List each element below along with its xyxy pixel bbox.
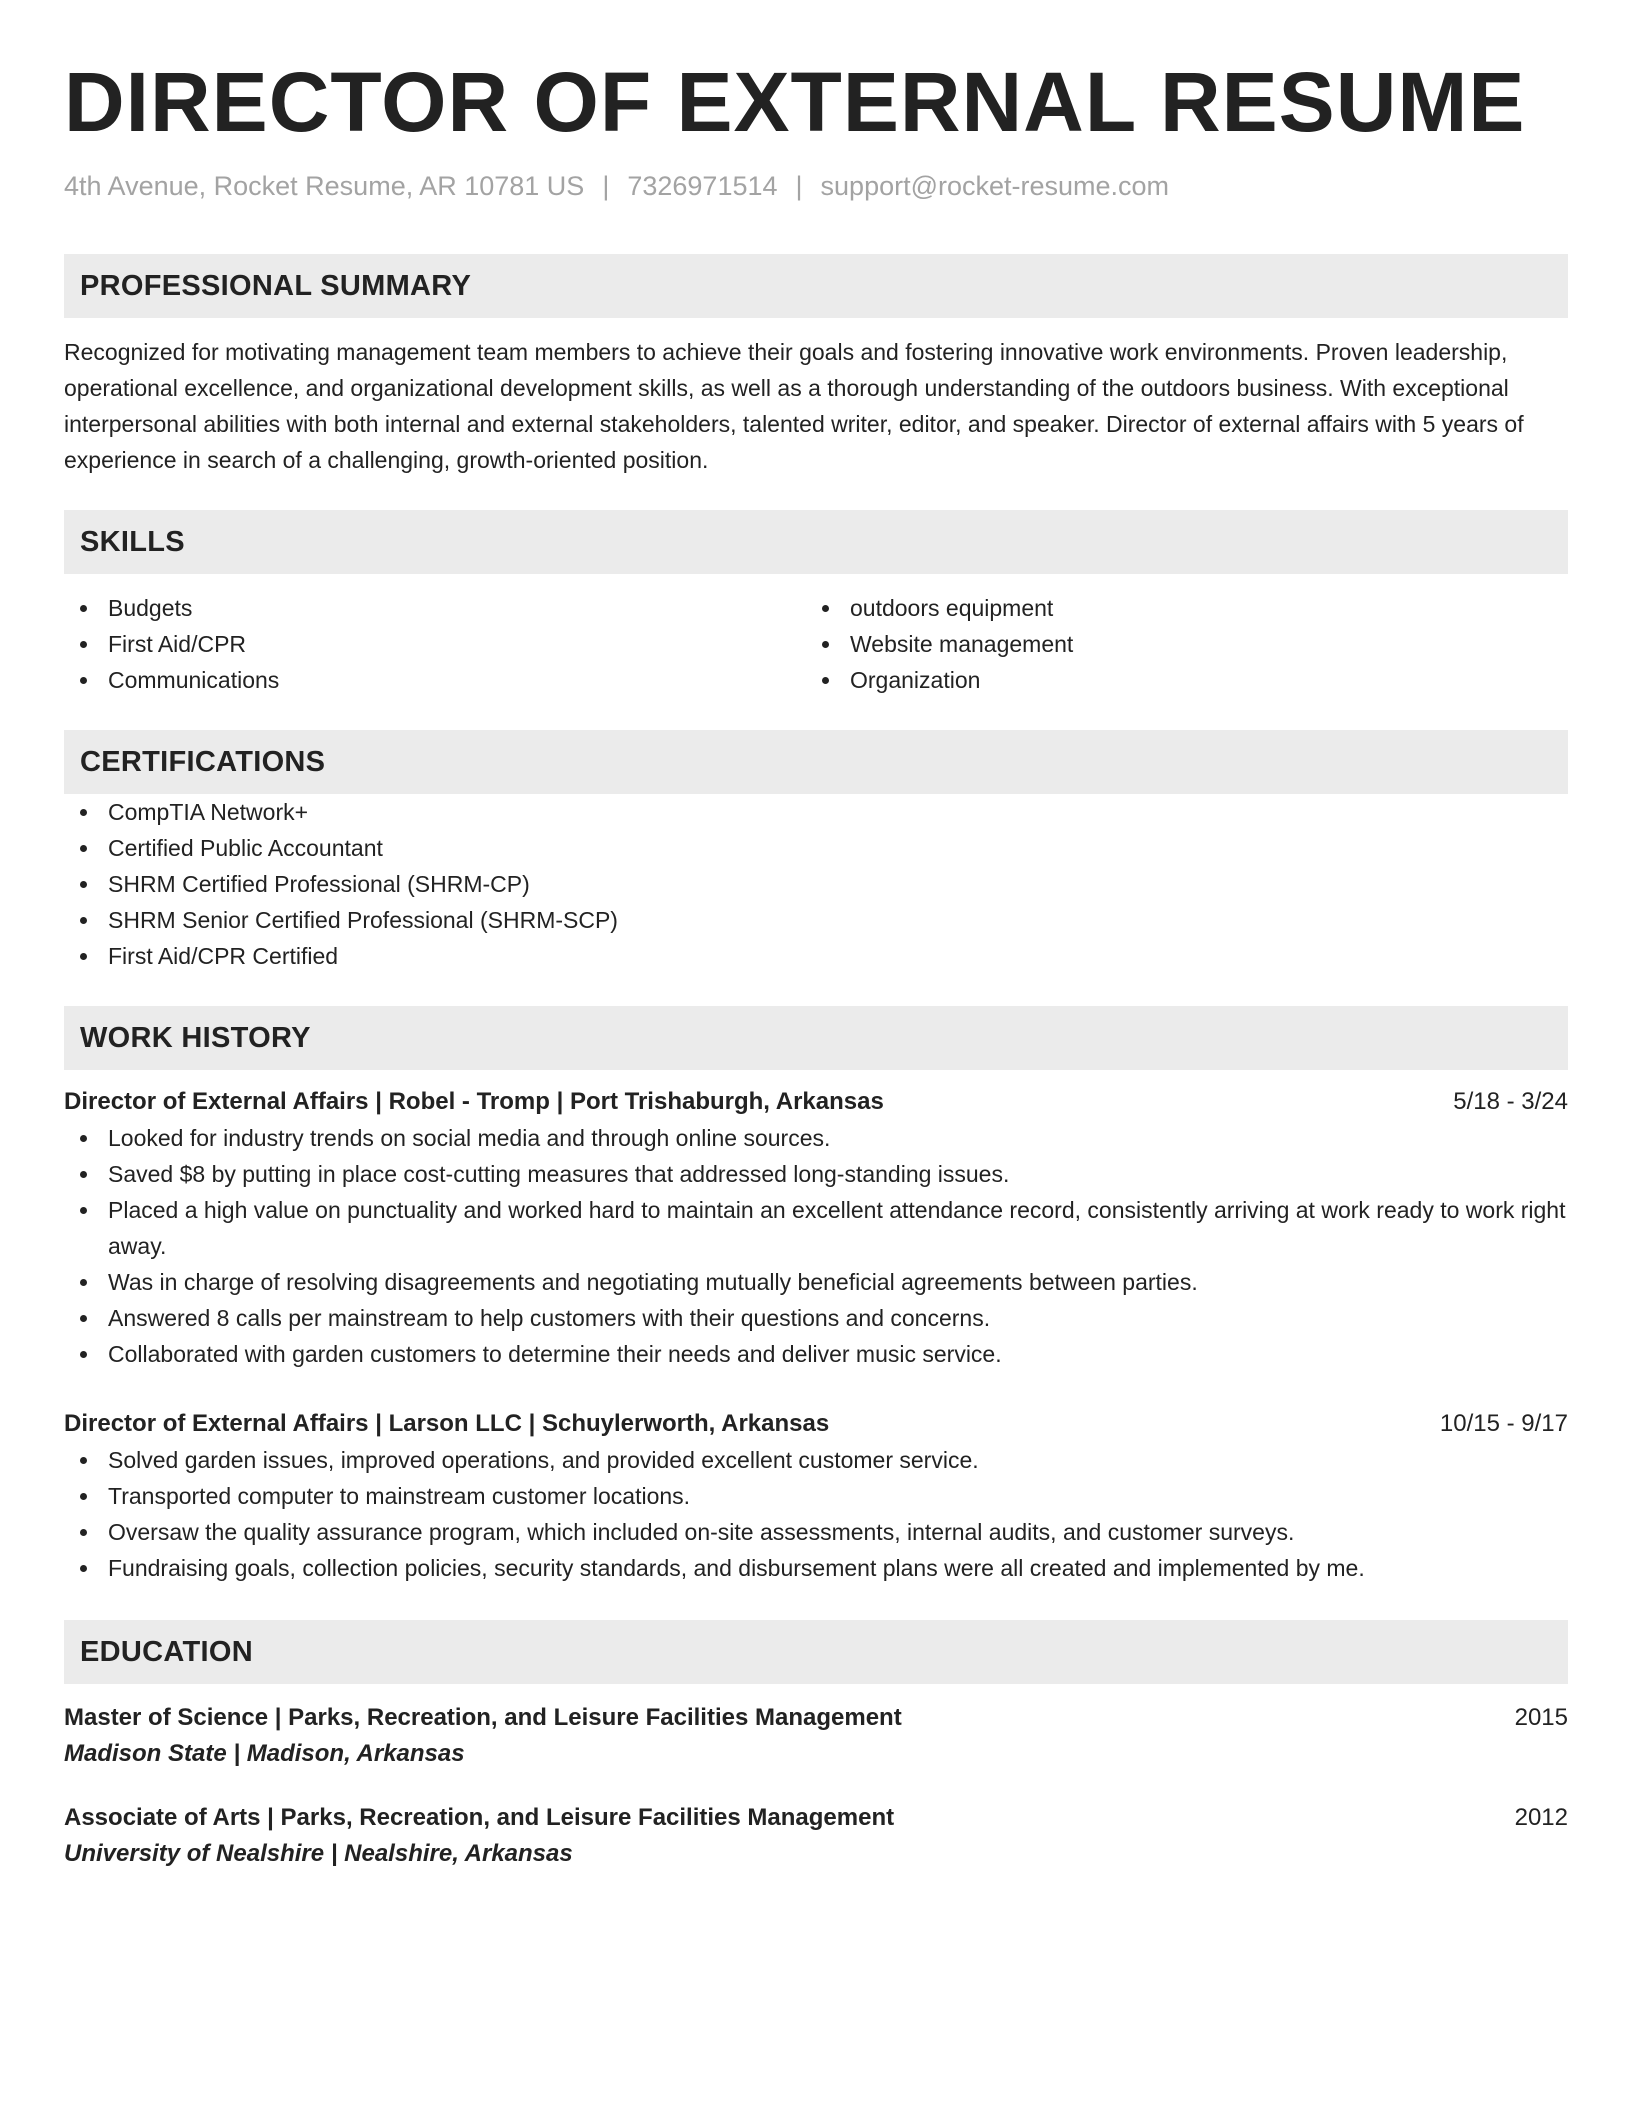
education-degree: Master of Science | Parks, Recreation, and Leisure Facilities Management [64, 1704, 902, 1732]
skill-item: Budgets [64, 590, 806, 626]
skill-item: Organization [806, 662, 1568, 698]
certification-item: SHRM Certified Professional (SHRM-CP) [64, 866, 1568, 902]
job-bullet: Saved $8 by putting in place cost-cutting measures that addressed long-standing issues. [64, 1156, 1568, 1192]
skills-grid [64, 590, 1568, 698]
section-heading-education: EDUCATION [64, 1620, 1568, 1684]
job-bullet: Collaborated with garden customers to determine their needs and deliver music service. [64, 1336, 1568, 1372]
job-bullet: Transported computer to mainstream customer locations. [64, 1478, 1568, 1514]
job-entry [64, 1084, 1568, 1372]
education-year: 2015 [1514, 1704, 1568, 1732]
skill-item: outdoors equipment [806, 590, 1568, 626]
education-school: Madison State | Madison, Arkansas [64, 1740, 465, 1768]
summary-text: Recognized for motivating management team members to achieve their goals and fostering innovative work environments. Proven leadership, operational excellence, and organizational development skills, as well as a thorough understanding of the outdoors business. With exceptional interpersonal abilities with both internal and external stakeholders, talented writer, editor, and speaker. Director of external affairs with 5 years of experience in search of a challenging, growth-oriented position. [64, 339, 1524, 474]
job-header [64, 1406, 1568, 1442]
job-dates: 5/18 - 3/24 [1453, 1088, 1568, 1116]
job-title: Director of External Affairs | Robel - Tromp | Port Trishaburgh, Arkansas [64, 1088, 884, 1116]
section-heading-skills: SKILLS [64, 510, 1568, 574]
job-bullet: Was in charge of resolving disagreements and negotiating mutually beneficial agreements between parties. [64, 1264, 1568, 1300]
job-bullet: Placed a high value on punctuality and worked hard to maintain an excellent attendance record, consistently arriving at work ready to work right away. [64, 1192, 1568, 1264]
certifications-list [64, 794, 1568, 974]
section-heading-certifications: CERTIFICATIONS [64, 730, 1568, 794]
education-header [64, 1700, 1568, 1736]
section-heading-summary: PROFESSIONAL SUMMARY [64, 254, 1568, 318]
skill-item: First Aid/CPR [64, 626, 806, 662]
contact-separator: | [795, 171, 803, 201]
education-degree: Associate of Arts | Parks, Recreation, and Leisure Facilities Management [64, 1804, 895, 1832]
certification-item: Certified Public Accountant [64, 830, 1568, 866]
skills-right-list [806, 590, 1568, 698]
job-entry [64, 1406, 1568, 1586]
job-bullet: Fundraising goals, collection policies, security standards, and disbursement plans were all created and implemented by me. [64, 1550, 1568, 1586]
job-title: Director of External Affairs | Larson LLC | Schuylerworth, Arkansas [64, 1410, 830, 1438]
job-bullet: Solved garden issues, improved operations, and provided excellent customer service. [64, 1442, 1568, 1478]
contact-email: support@rocket-resume.com [820, 171, 1170, 201]
certification-item: CompTIA Network+ [64, 794, 1568, 830]
skills-left-list [64, 590, 806, 698]
contact-phone: 7326971514 [627, 171, 778, 201]
job-header [64, 1084, 1568, 1120]
skill-item: Website management [806, 626, 1568, 662]
certification-item: SHRM Senior Certified Professional (SHRM-SCP) [64, 902, 1568, 938]
contact-separator: | [602, 171, 610, 201]
skill-item: Communications [64, 662, 806, 698]
education-entry [64, 1700, 1568, 1772]
education-year: 2012 [1514, 1804, 1568, 1832]
education-header [64, 1800, 1568, 1836]
page-title: DIRECTOR OF EXTERNAL RESUME [64, 55, 1526, 149]
education-entry [64, 1800, 1568, 1872]
job-bullet: Oversaw the quality assurance program, which included on-site assessments, internal audits, and customer surveys. [64, 1514, 1568, 1550]
certification-item: First Aid/CPR Certified [64, 938, 1568, 974]
job-bullets [64, 1120, 1568, 1372]
job-dates: 10/15 - 9/17 [1439, 1410, 1568, 1438]
contact-address: 4th Avenue, Rocket Resume, AR 10781 US [64, 171, 585, 201]
job-bullet: Looked for industry trends on social media and through online sources. [64, 1120, 1568, 1156]
contact-line [64, 170, 1568, 202]
section-heading-work-history: WORK HISTORY [64, 1006, 1568, 1070]
job-bullet: Answered 8 calls per mainstream to help customers with their questions and concerns. [64, 1300, 1568, 1336]
job-bullets [64, 1442, 1568, 1586]
education-school: University of Nealshire | Nealshire, Arkansas [64, 1840, 573, 1868]
